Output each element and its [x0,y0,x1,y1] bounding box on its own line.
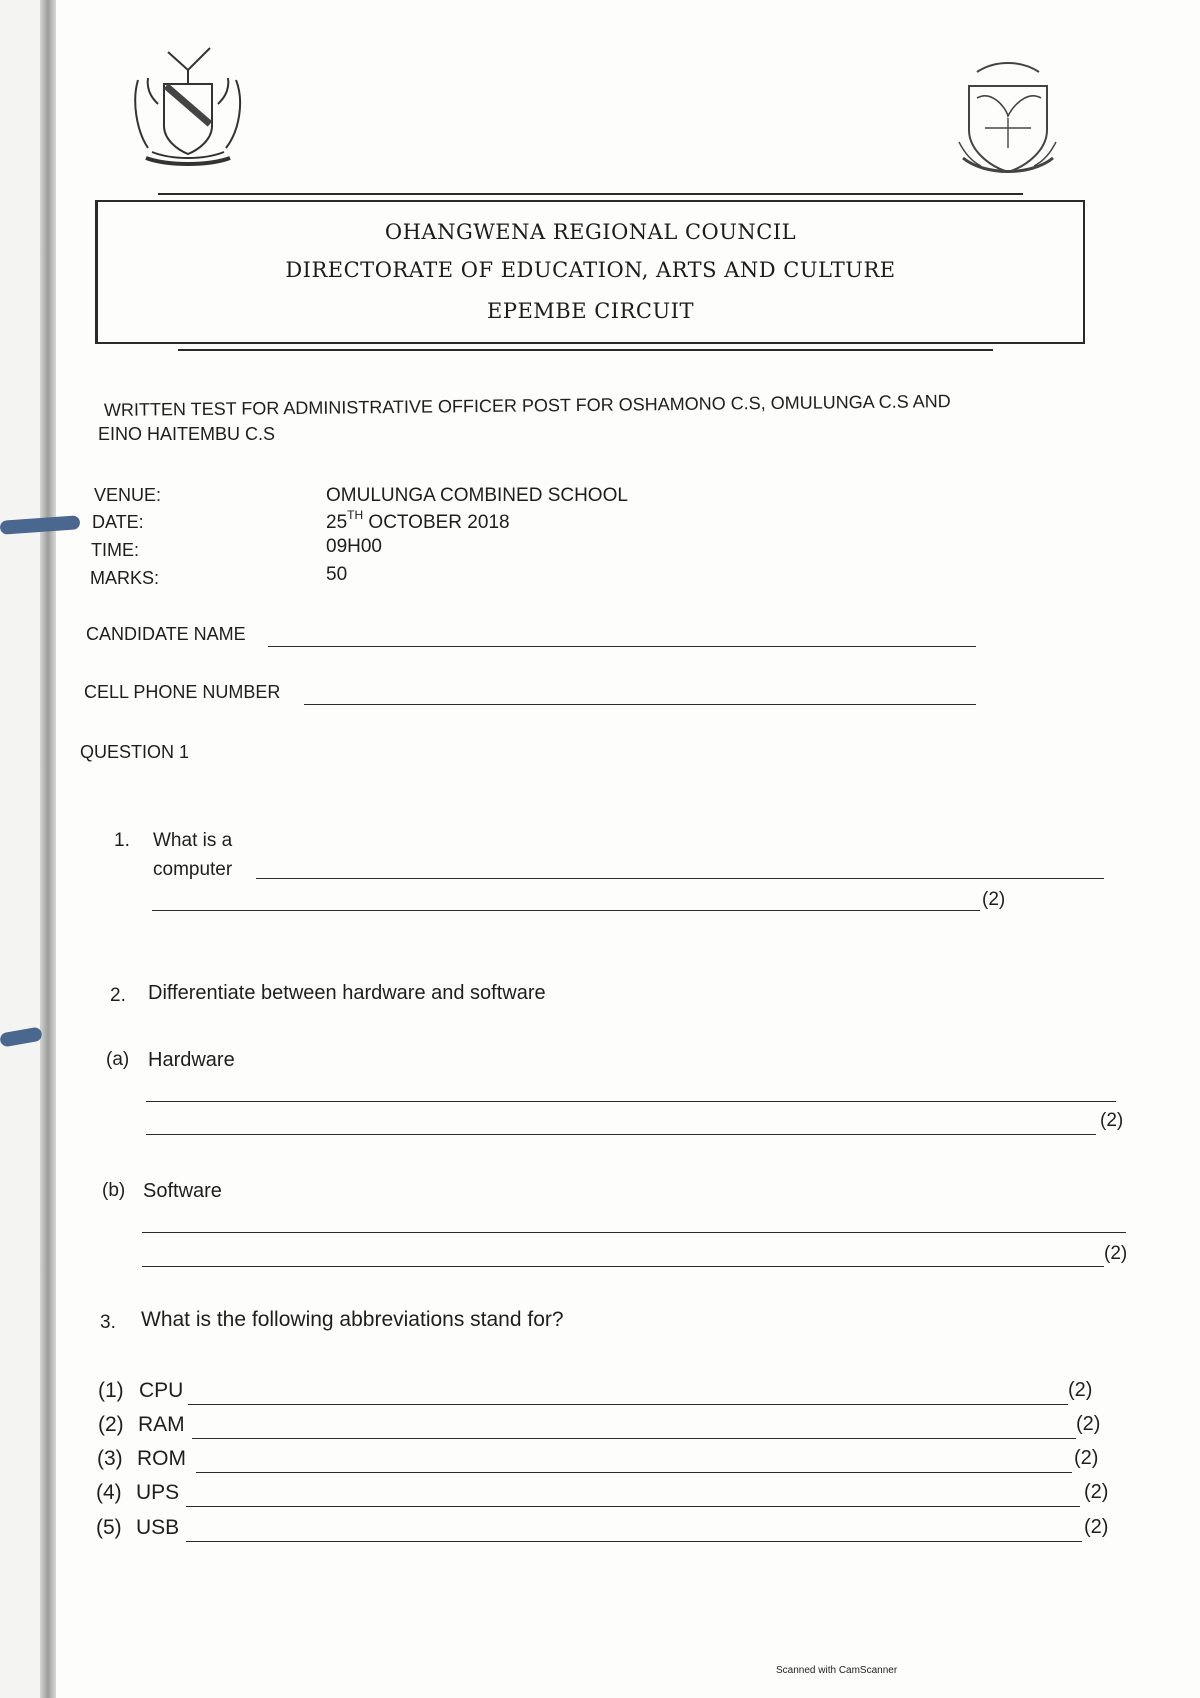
q3-text: What is the following abbreviations stand for? [141,1308,564,1331]
date-label: DATE: [92,512,144,532]
header-circuit: EPEMBE CIRCUIT [487,299,694,323]
q3-rom-answer-line[interactable] [196,1472,1072,1473]
school-crest-icon [955,58,1060,180]
phone-number-field[interactable] [304,704,976,705]
date-value: 25TH OCTOBER 2018 [326,508,510,533]
header-box [95,200,1085,344]
q2b-marks: (2) [1104,1243,1128,1264]
venue-value: OMULUNGA COMBINED SCHOOL [326,485,628,506]
q3-number: 3. [100,1312,116,1333]
q2-text: Differentiate between hardware and software [148,982,546,1004]
q3-item-label: (4) [96,1481,122,1504]
phone-number-label: CELL PHONE NUMBER [84,682,281,702]
q3-ram-marks: (2) [1076,1413,1101,1435]
marks-value: 50 [326,564,348,585]
test-title-line1: WRITTEN TEST FOR ADMINISTRATIVE OFFICER POST FOR OSHAMONO C.S, OMULUNGA C.S AND [103,391,951,420]
question-heading: QUESTION 1 [80,742,190,762]
q2a-label: (a) [106,1049,130,1070]
q3-cpu-answer-line[interactable] [188,1404,1068,1405]
q2a-marks: (2) [1100,1110,1124,1131]
q3-cpu-marks: (2) [1068,1379,1093,1401]
q3-ram-answer-line[interactable] [192,1438,1076,1439]
q2-number: 2. [110,985,126,1006]
q2b-answer-line[interactable] [142,1266,1104,1267]
q2b-text: Software [143,1180,222,1202]
q3-item-usb: USB [136,1516,180,1539]
q2a-text: Hardware [148,1049,235,1071]
q3-item-label: (3) [97,1447,123,1470]
q3-usb-marks: (2) [1084,1516,1109,1538]
scanner-watermark: Scanned with CamScanner [776,1665,898,1676]
q2b-answer-line[interactable] [142,1232,1126,1233]
time-value: 09H00 [326,536,382,557]
q2a-answer-line[interactable] [146,1101,1116,1102]
binding-spine [40,0,56,1698]
test-title-line2: EINO HAITEMBU C.S [98,424,276,444]
q1-answer-line[interactable] [152,910,980,911]
q3-usb-answer-line[interactable] [186,1541,1082,1542]
header-directorate: DIRECTORATE OF EDUCATION, ARTS AND CULTURE [285,258,896,282]
q3-item-label: (5) [96,1516,122,1539]
q2b-label: (b) [102,1180,126,1201]
q1-answer-line[interactable] [256,878,1104,879]
candidate-name-field[interactable] [268,646,976,647]
time-label: TIME: [91,540,139,560]
q3-item-ram: RAM [138,1413,185,1436]
q3-rom-marks: (2) [1074,1447,1099,1469]
q3-item-cpu: CPU [139,1379,184,1402]
q3-ups-marks: (2) [1084,1481,1109,1503]
q1-text-line1: What is a [153,830,233,851]
q3-item-rom: ROM [137,1447,186,1470]
candidate-name-label: CANDIDATE NAME [86,624,246,644]
header-council: OHANGWENA REGIONAL COUNCIL [384,220,797,244]
marks-label: MARKS: [90,568,160,588]
binding-margin [0,0,40,1698]
venue-label: VENUE: [94,485,162,505]
q1-text-line2: computer [153,859,233,880]
q3-ups-answer-line[interactable] [186,1506,1080,1507]
q2a-answer-line[interactable] [146,1134,1096,1135]
namibia-coat-of-arms-icon [128,40,248,170]
q3-item-label: (1) [98,1379,124,1402]
q1-number: 1. [114,830,130,851]
q1-marks: (2) [982,889,1006,910]
q3-item-ups: UPS [136,1481,180,1504]
q3-item-label: (2) [98,1413,124,1436]
